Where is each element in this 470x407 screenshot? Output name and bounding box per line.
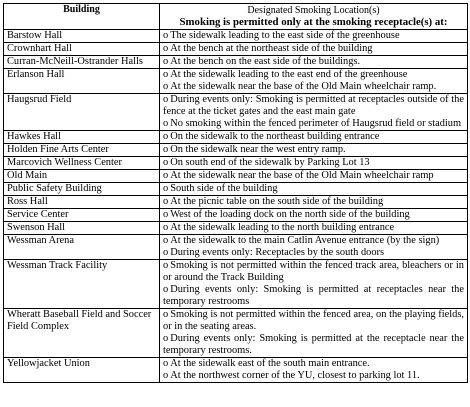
bullet-icon: o	[163, 284, 169, 295]
bullet-icon: o	[163, 144, 169, 155]
table-row	[4, 309, 468, 358]
table-row	[4, 260, 468, 309]
smoking-location-cell	[160, 196, 468, 209]
bullet-icon: o	[163, 118, 169, 129]
location-item	[163, 358, 464, 370]
location-item	[163, 56, 464, 68]
building-name-cell: Swenson Hall	[4, 222, 160, 235]
smoking-location-cell	[160, 170, 468, 183]
smoking-location-cell	[160, 94, 468, 131]
location-item	[163, 235, 464, 247]
smoking-location-cell	[160, 131, 468, 144]
smoking-location-cell	[160, 209, 468, 222]
bullet-icon: o	[163, 309, 169, 320]
smoking-location-cell	[160, 358, 468, 383]
bullet-icon: o	[163, 358, 169, 369]
location-item	[163, 333, 464, 357]
building-name-cell: Hawkes Hall	[4, 131, 160, 144]
location-text: On the sidewalk to the northeast building entrance	[170, 131, 380, 142]
location-text: During events only: Smoking is permitted at receptacles near the temporary restrooms	[163, 284, 464, 307]
building-name-cell: Haugsrud Field	[4, 94, 160, 131]
location-item	[163, 144, 464, 156]
table-row	[4, 235, 468, 260]
building-name-cell: Old Main	[4, 170, 160, 183]
location-text: At the bench on the east side of the buildings.	[170, 56, 361, 67]
building-name-cell: Ross Hall	[4, 196, 160, 209]
bullet-icon: o	[163, 69, 169, 80]
location-text: At the sidewalk leading to the north building entrance	[170, 222, 395, 233]
location-text: On the sidewalk near the west entry ramp.	[170, 144, 346, 155]
table-row	[4, 144, 468, 157]
location-text: During events only: Receptacles by the south doors	[170, 247, 385, 258]
bullet-icon: o	[163, 30, 169, 41]
location-item	[163, 81, 464, 93]
smoking-location-cell	[160, 43, 468, 56]
location-text: At the sidewalk near the base of the Old Main wheelchair ramp.	[170, 81, 437, 92]
bullet-icon: o	[163, 333, 169, 344]
bullet-icon: o	[163, 94, 169, 105]
bullet-icon: o	[163, 209, 169, 220]
smoking-location-cell	[160, 260, 468, 309]
bullet-icon: o	[163, 170, 169, 181]
location-text: No smoking within the fenced perimeter of Haugsrud field or stadium	[170, 118, 462, 129]
building-name-cell: Holden Fine Arts Center	[4, 144, 160, 157]
table-header-row	[4, 4, 468, 30]
location-text: At the sidewalk east of the south main entrance.	[170, 358, 370, 369]
table-row	[4, 196, 468, 209]
smoking-locations-table	[3, 3, 468, 383]
bullet-icon: o	[163, 56, 169, 67]
table-row	[4, 43, 468, 56]
location-item	[163, 183, 464, 195]
bullet-icon: o	[163, 81, 169, 92]
smoking-location-cell	[160, 56, 468, 69]
building-name-cell: Service Center	[4, 209, 160, 222]
building-name-cell: Erlanson Hall	[4, 69, 160, 94]
bullet-icon: o	[163, 370, 169, 381]
location-item	[163, 43, 464, 55]
table-body	[4, 30, 468, 383]
location-item	[163, 260, 464, 284]
location-text: West of the loading dock on the north side of the building	[170, 209, 410, 220]
location-item	[163, 247, 464, 259]
table-row	[4, 131, 468, 144]
smoking-location-cell	[160, 30, 468, 43]
location-item	[163, 309, 464, 333]
location-text: At the picnic table on the south side of the building	[170, 196, 384, 207]
table-row	[4, 358, 468, 383]
smoking-location-cell	[160, 309, 468, 358]
location-text: Smoking is not permitted within the fenced track area, bleachers or in or around the Track Building	[163, 260, 464, 283]
smoking-location-cell	[160, 235, 468, 260]
location-item	[163, 370, 464, 382]
location-item	[163, 118, 464, 130]
building-name-cell: Public Safety Building	[4, 183, 160, 196]
bullet-icon: o	[163, 43, 169, 54]
building-name-cell: Wessman Arena	[4, 235, 160, 260]
column-header-building: Building	[4, 4, 160, 30]
column-header-location-title: Designated Smoking Location(s)	[247, 5, 380, 16]
location-text: South side of the building	[170, 183, 278, 194]
building-name-cell: Barstow Hall	[4, 30, 160, 43]
table-row	[4, 222, 468, 235]
table-row	[4, 170, 468, 183]
location-text: Smoking is not permitted within the fenced area, on the playing fields, or in the seating areas.	[163, 309, 464, 332]
location-text: On south end of the sidewalk by Parking Lot 13	[170, 157, 370, 168]
bullet-icon: o	[163, 260, 169, 271]
location-item	[163, 30, 464, 42]
bullet-icon: o	[163, 131, 169, 142]
location-text: At the sidewalk leading to the east end of the greenhouse	[170, 69, 408, 80]
location-item	[163, 157, 464, 169]
building-name-cell: Marcovich Wellness Center	[4, 157, 160, 170]
bullet-icon: o	[163, 247, 169, 258]
location-item	[163, 69, 464, 81]
location-item	[163, 284, 464, 308]
column-header-location-subtitle: Smoking is permitted only at the smoking receptacle(s) at:	[179, 16, 448, 28]
bullet-icon: o	[163, 157, 169, 168]
bullet-icon: o	[163, 183, 169, 194]
column-header-location	[160, 4, 468, 30]
location-text: At the sidewalk near the base of the Old Main wheelchair ramp	[170, 170, 434, 181]
smoking-location-cell	[160, 69, 468, 94]
location-text: During events only: Smoking is permitted at the receptacle near the temporary restrooms.	[163, 333, 464, 356]
table-row	[4, 30, 468, 43]
location-text: The sidewalk leading to the east side of the greenhouse	[170, 30, 400, 41]
location-text: At the northwest corner of the YU, closest to parking lot 11.	[170, 370, 420, 381]
table-row	[4, 209, 468, 222]
building-name-cell: Curran-McNeill-Ostrander Halls	[4, 56, 160, 69]
location-item	[163, 209, 464, 221]
location-item	[163, 196, 464, 208]
building-name-cell: Yellowjacket Union	[4, 358, 160, 383]
table-row	[4, 157, 468, 170]
building-name-cell: Wheratt Baseball Field and Soccer Field Complex	[4, 309, 160, 358]
smoking-location-cell	[160, 157, 468, 170]
location-text: At the sidewalk to the main Catlin Avenue entrance (by the sign)	[170, 235, 440, 246]
building-name-cell: Wessman Track Facility	[4, 260, 160, 309]
smoking-location-cell	[160, 222, 468, 235]
location-item	[163, 170, 464, 182]
bullet-icon: o	[163, 235, 169, 246]
building-name-cell: Crownhart Hall	[4, 43, 160, 56]
location-text: During events only: Smoking is permitted at receptacles outside of the fence at the ticket gates and the east main gate	[163, 94, 464, 117]
table-row	[4, 183, 468, 196]
location-item	[163, 222, 464, 234]
table-row	[4, 94, 468, 131]
table-row	[4, 69, 468, 94]
bullet-icon: o	[163, 222, 169, 233]
smoking-location-cell	[160, 144, 468, 157]
smoking-location-cell	[160, 183, 468, 196]
table-row	[4, 56, 468, 69]
location-item	[163, 94, 464, 118]
location-item	[163, 131, 464, 143]
location-text: At the bench at the northeast side of the building	[170, 43, 373, 54]
bullet-icon: o	[163, 196, 169, 207]
